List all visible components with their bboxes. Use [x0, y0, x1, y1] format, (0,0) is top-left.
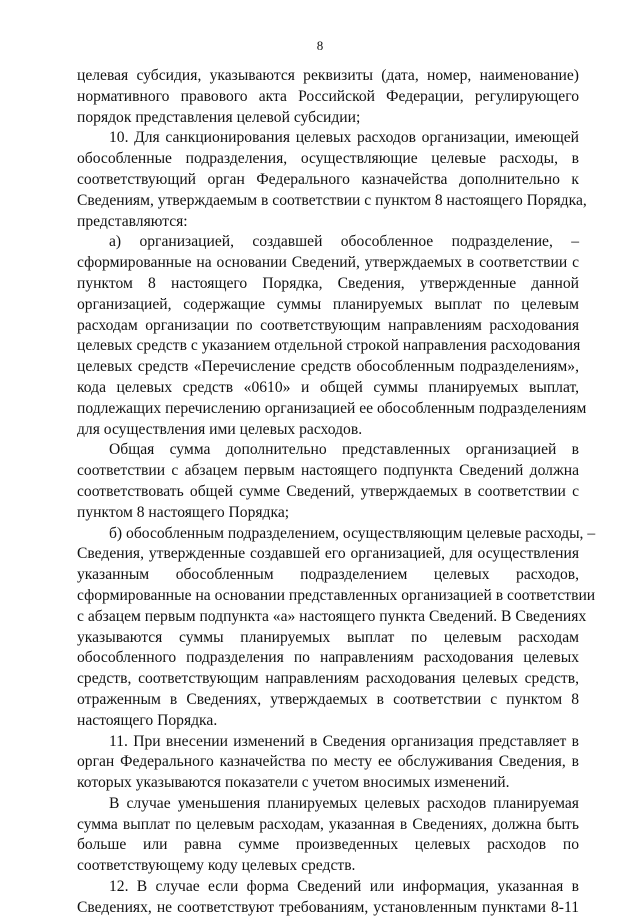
- text-line: соответствующему коду целевых средств.: [77, 857, 356, 875]
- text-line: расходам организации по соответствующим направлениям расходования: [77, 316, 579, 334]
- text-line: которых указываются показатели с учетом вносимых изменений.: [77, 774, 510, 792]
- text-line: средств, соответствующим направлениям расходования целевых средств,: [77, 670, 579, 688]
- text-line: Сведениях, не соответствуют требованиям, установленным пунктами 8-11: [77, 898, 579, 916]
- text-line: целевая субсидия, указываются реквизиты (дата, номер, наименование): [77, 67, 579, 84]
- text-line: сформированные на основании представленных организацией в соответствии: [77, 586, 596, 604]
- text-line: соответствующий орган Федерального казначейства дополнительно к: [77, 170, 579, 188]
- text-line: 12. В случае если форма Сведений или информация, указанная в: [109, 878, 579, 896]
- text-line: целевых средств «Перечисление средств обособленным подразделениям»,: [77, 358, 579, 376]
- text-line: отраженным в Сведениях, утверждаемых в соответствии с пунктом 8: [77, 690, 579, 708]
- text-line: для осуществления ими целевых расходов.: [77, 420, 363, 438]
- text-line: кода целевых средств «0610» и общей суммы планируемых выплат,: [77, 378, 579, 396]
- text-line: соответствовать общей сумме Сведений, утверждаемых в соответствии с: [77, 482, 579, 500]
- text-line: указанным обособленным подразделением целевых расходов,: [77, 566, 579, 584]
- text-line: пунктом 8 настоящего Порядка;: [77, 503, 290, 521]
- text-line: нормативного правового акта Российской Федерации, регулирующего: [77, 87, 579, 105]
- text-line: больше или равна сумме произведенных целевых расходов по: [77, 836, 579, 854]
- text-line: организацией, содержащие суммы планируемых выплат по целевым: [77, 295, 579, 313]
- document-body: [77, 66, 596, 919]
- text-line: обособленные подразделения, осуществляющие целевые расходы, в: [77, 150, 579, 168]
- text-line: Сведения, утвержденные создавшей его организацией, для осуществления: [77, 545, 579, 563]
- text-line: б) обособленным подразделением, осуществляющим целевые расходы, –: [109, 524, 596, 542]
- text-line: сформированные на основании Сведений, утверждаемых в соответствии с: [77, 254, 579, 272]
- text-line: соответствии с абзацем первым настоящего подпункта Сведений должна: [77, 462, 579, 480]
- text-line: пунктом 8 настоящего Порядка, Сведения, утвержденные данной: [77, 274, 579, 292]
- text-line: 11. При внесении изменений в Сведения организация представляет в: [109, 732, 579, 750]
- text-line: порядок представления целевой субсидии;: [77, 108, 361, 126]
- text-line: настоящего Порядка.: [77, 711, 218, 729]
- text-line: целевых средств с указанием отдельной строкой направления расходования: [77, 337, 581, 355]
- text-line: указываются суммы планируемых выплат по целевым расходам: [77, 628, 579, 646]
- text-line: представляются:: [77, 212, 188, 230]
- page-number: 8: [316, 38, 324, 53]
- text-line: подлежащих перечислению организацией ее обособленным подразделениям: [77, 399, 587, 417]
- text-line: Общая сумма дополнительно представленных организацией в: [109, 441, 579, 459]
- text-line: с абзацем первым подпункта «а» настоящего пункта Сведений. В Сведениях: [77, 607, 587, 625]
- text-line: обособленного подразделения по направлениям расходования целевых: [77, 649, 579, 667]
- text-line: орган Федерального казначейства по месту ее обслуживания Сведения, в: [77, 753, 579, 771]
- text-line: сумма выплат по целевым расходам, указанная в Сведениях, должна быть: [77, 815, 579, 833]
- text-line: В случае уменьшения планируемых целевых расходов планируемая: [109, 794, 579, 812]
- text-line: а) организацией, создавшей обособленное подразделение, –: [109, 233, 579, 251]
- text-line: Сведениям, утверждаемым в соответствии с пунктом 8 настоящего Порядка,: [77, 191, 587, 209]
- text-line: 10. Для санкционирования целевых расходов организации, имеющей: [109, 129, 579, 147]
